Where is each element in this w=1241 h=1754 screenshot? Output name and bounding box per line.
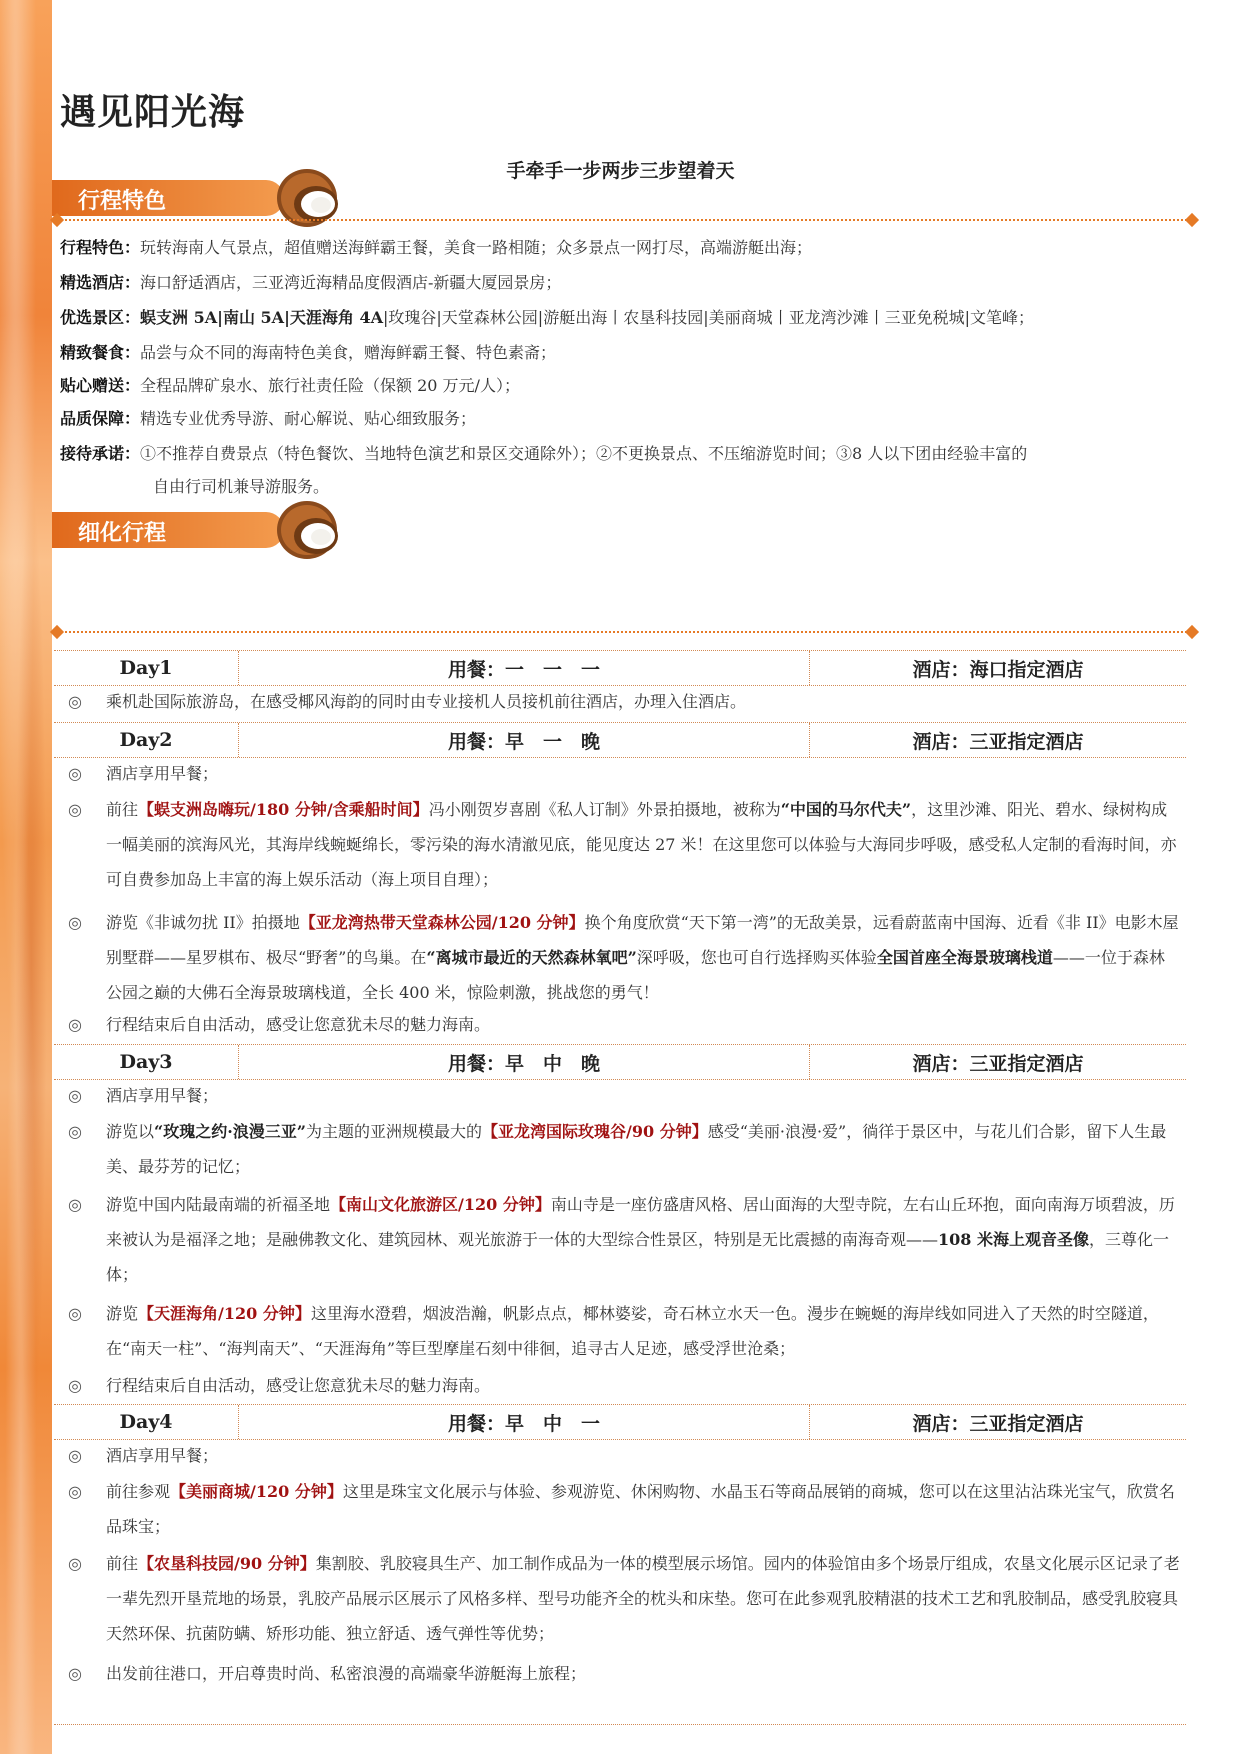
end-divider [54,1724,1186,1725]
feature-line: 精选酒店：海口舒适酒店，三亚湾近海精品度假酒店-新疆大厦园景房； [60,273,562,292]
item-text: 游览 [106,1304,139,1323]
item-text: 感受“美丽·浪漫·爱”，徜徉于景区中，与花儿们合影，留下人生最美、最芬芳的记忆； [106,1122,1167,1176]
item-text: 酒店享用早餐； [106,1086,219,1105]
item-text: 游览以 [106,1122,155,1141]
bullet-icon: ◎ [68,1122,82,1141]
item-text: 乘机赴国际旅游岛，在感受椰风海韵的同时由专业接机人员接机前往酒店，办理入住酒店。 [106,692,747,711]
bullet-icon: ◎ [68,1086,82,1105]
page-subtitle: 手牵手一步两步三步望着天 [506,160,735,182]
section-divider [52,625,1197,639]
day-label: Day1 [54,651,239,685]
day-header-row [54,722,1186,758]
itinerary-item [68,905,1180,1010]
bullet-icon: ◎ [68,1015,82,1034]
item-text: 【亚龙湾热带天堂森林公园/120 分钟】 [299,913,585,932]
itinerary-item [68,792,1180,897]
item-text: 这里是珠宝文化展示与体验、参观游览、休闲购物、水晶玉石等商品展销的商城，您可以在这里沾沾珠光宝气，欣赏名品珠宝； [106,1482,1175,1536]
item-text: 全国首座全海景玻璃栈道 [876,948,1053,967]
day-header-row [54,650,1186,686]
day-header-row [54,1404,1186,1440]
feature-line: 贴心赠送：全程品牌矿泉水、旅行社责任险（保额 20 万元/人）； [60,376,520,395]
section-divider [52,213,1197,227]
item-text: 【蜈支洲岛嗨玩/180 分钟/含乘船时间】 [138,800,429,819]
item-text: “中国的马尔代夫” [780,800,912,819]
itinerary-item [68,1187,1180,1292]
bullet-icon: ◎ [68,1554,82,1573]
decorative-sidebar [0,0,52,1754]
bullet-icon: ◎ [68,1664,82,1683]
item-text: 前往 [106,1554,139,1573]
bullet-icon: ◎ [68,764,82,783]
feature-line: 接待承诺：①不推荐自费景点（特色餐饮、当地特色演艺和景区交通除外）；②不更换景点、不压缩游览时间；③8 人以下团由经验丰富的 [60,444,1028,463]
day-meals: 用餐：早 中 晚 [239,1045,810,1079]
day-label: Day4 [54,1405,239,1439]
day-meals: 用餐：早 一 晚 [239,723,810,757]
section-title: 行程特色 [78,188,167,214]
item-text: 酒店享用早餐； [106,1446,219,1465]
item-text: ，这里沙滩、阳光、碧水、绿树构成一幅美丽的滨海风光，其海岸线蜿蜒绵长，零污染的海水清澈见底，能见度达 27 米！在这里您可以体验与大海同步呼吸，感受私人定制的看海时间，亦可自费参加岛上丰富的海上娱乐活动（海上项目自理）； [106,800,1177,889]
itinerary-item [68,684,1180,719]
bullet-icon: ◎ [68,1195,82,1214]
day-hotel: 酒店：三亚指定酒店 [912,1052,1084,1075]
feature-line-continued: 自由行司机兼导游服务。 [153,477,330,496]
section-title: 细化行程 [78,520,167,546]
itinerary-item [68,1078,1180,1113]
day-label: Day2 [54,723,239,757]
feature-line: 品质保障：精选专业优秀导游、耐心解说、贴心细致服务； [60,409,477,428]
itinerary-item [68,1656,1180,1691]
item-text: 游览中国内陆最南端的祈福圣地 [106,1195,331,1214]
item-text: 深呼吸，您也可自行选择购买体验 [636,948,877,967]
itinerary-item [68,1546,1180,1651]
itinerary-item [68,1474,1180,1544]
day-hotel: 酒店：三亚指定酒店 [912,1412,1084,1435]
bullet-icon: ◎ [68,1446,82,1465]
item-text: 换个角度欣赏“天下第一湾”的无敌美景，远看蔚蓝南中国海、近看《非 II》电影木屋别墅群——星罗棋布、极尽“野奢”的鸟巢。在 [106,913,1179,967]
item-text: “玫瑰之约·浪漫三亚” [154,1122,306,1141]
item-text: ——一位于森林公园之巅的大佛石全海景玻璃栈道，全长 400 米，惊险刺激，挑战您的勇气！ [106,948,1165,1002]
item-text: 酒店享用早餐； [106,764,219,783]
coconut-icon [274,498,344,562]
section-header-itinerary [52,498,352,566]
item-text: 前往 [106,800,139,819]
item-text: 【美丽商城/120 分钟】 [170,1482,343,1501]
itinerary-item [68,1368,1180,1403]
item-text: 南山寺是一座仿盛唐风格、居山面海的大型寺院，左右山丘环抱，面向南海万顷碧波，历来被认为是福泽之地；是融佛教文化、建筑园林、观光旅游于一体的大型综合性景区，特别是无比震撼的南海奇观—— [106,1195,1175,1249]
item-text: ，三尊化一体； [106,1230,1170,1284]
item-text: 【农垦科技园/90 分钟】 [138,1554,316,1573]
item-text: 为主题的亚洲规模最大的 [306,1122,483,1141]
itinerary-item [68,1007,1180,1042]
itinerary-item [68,1114,1180,1184]
day-meals: 用餐：一 一 一 [239,651,810,685]
item-text: 【天涯海角/120 分钟】 [138,1304,311,1323]
item-text: 冯小刚贺岁喜剧《私人订制》外景拍摄地，被称为 [428,800,781,819]
itinerary-item [68,1296,1180,1366]
item-text: 这里海水澄碧，烟波浩瀚，帆影点点，椰林婆娑，奇石林立水天一色。漫步在蜿蜒的海岸线如同进入了天然的时空隧道，在“南天一柱”、“海判南天”、“天涯海角”等巨型摩崖石刻中徘徊，追寻古人足迹，感受浮世沧桑； [106,1304,1159,1358]
item-text: 行程结束后自由活动，感受让您意犹未尽的魅力海南。 [106,1015,491,1034]
item-text: 前往参观 [106,1482,171,1501]
item-text: 【亚龙湾国际玫瑰谷/90 分钟】 [482,1122,708,1141]
feature-line: 行程特色：玩转海南人气景点，超值赠送海鲜霸王餐，美食一路相随；众多景点一网打尽，高端游艇出海； [60,238,813,257]
bullet-icon: ◎ [68,1376,82,1395]
item-text: 游览《非诚勿扰 II》拍摄地 [106,913,300,932]
day-hotel: 酒店：三亚指定酒店 [912,730,1084,753]
bullet-icon: ◎ [68,800,82,819]
day-label: Day3 [54,1045,239,1079]
item-text: 出发前往港口，开启尊贵时尚、私密浪漫的高端豪华游艇海上旅程； [106,1664,587,1683]
feature-line: 精致餐食：品尝与众不同的海南特色美食，赠海鲜霸王餐、特色素斋； [60,343,557,362]
itinerary-item [68,756,1180,791]
feature-line: 优选景区：蜈支洲 5A|南山 5A|天涯海角 4A|玫瑰谷|天堂森林公园|游艇出海丨农垦科技园|美丽商城丨亚龙湾沙滩丨三亚免税城|文笔峰； [60,308,1034,327]
day-hotel: 酒店：海口指定酒店 [912,658,1084,681]
bullet-icon: ◎ [68,913,82,932]
page-title: 遇见阳光海 [60,91,246,133]
day-header-row [54,1044,1186,1080]
itinerary-item [68,1438,1180,1473]
bullet-icon: ◎ [68,1482,82,1501]
bullet-icon: ◎ [68,692,82,711]
bullet-icon: ◎ [68,1304,82,1323]
item-text: 108 米海上观音圣像 [938,1230,1089,1249]
item-text: 行程结束后自由活动，感受让您意犹未尽的魅力海南。 [106,1376,491,1395]
item-text: 【南山文化旅游区/120 分钟】 [330,1195,551,1214]
item-text: “离城市最近的天然森林氧吧” [426,948,637,967]
item-text: 集割胶、乳胶寝具生产、加工制作成品为一体的模型展示场馆。园内的体验馆由多个场景厅组成，农垦文化展示区记录了老一辈先烈开垦荒地的场景，乳胶产品展示区展示了风格多样、型号功能齐全的枕头和床垫。您可在此参观乳胶精湛的技术工艺和乳胶制品，感受乳胶寝具天然环保、抗菌防螨、矫形功能、独立舒适、透气弹性等优势； [106,1554,1180,1643]
day-meals: 用餐：早 中 一 [239,1405,810,1439]
